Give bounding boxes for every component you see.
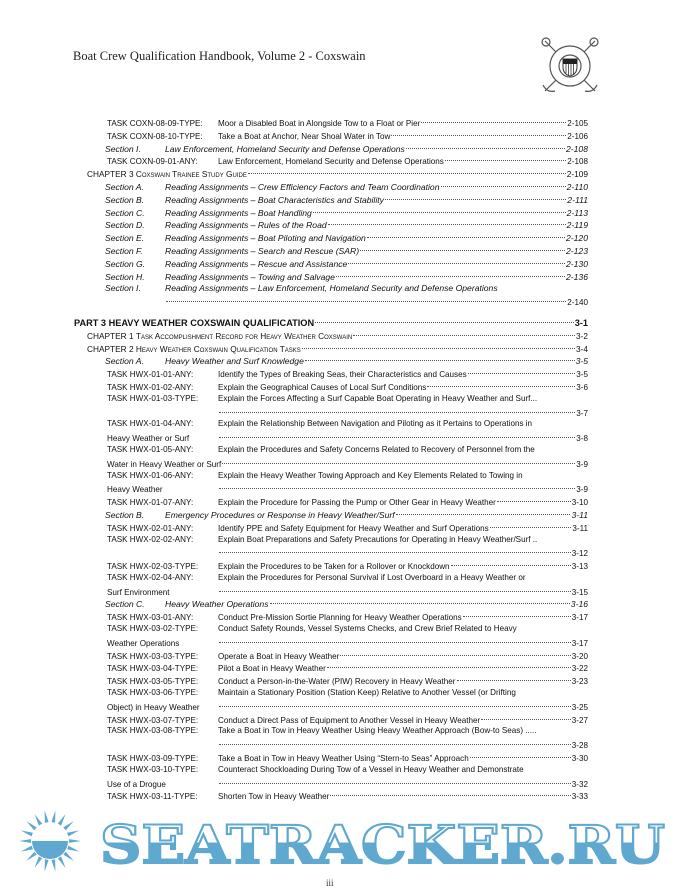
entry-label: Section I. [105,143,141,154]
page-number: iii [326,878,334,888]
entry-label: Section F. [105,245,143,256]
sun-ray [67,846,79,852]
sun-ray [58,814,66,825]
toc-entry-task[interactable] [0,610,676,623]
entry-page-number: 3-17 [571,613,588,623]
toc-entry-task[interactable] [0,674,676,687]
dot-leader [391,126,566,136]
sun-ray [45,859,49,871]
entry-label: Section G. [105,258,146,269]
dot-leader [219,735,571,745]
entry-page-number: 3-4 [576,343,588,354]
entry-title-continuation: Object) in Heavy Weather [107,702,200,712]
dot-leader [166,292,566,302]
entry-title-continuation: Weather Operations [107,638,180,648]
toc-entry-continuation [0,700,676,713]
entry-page-number: 3-22 [571,664,588,674]
sun-ray [45,810,49,822]
entry-title-continuation: Heavy Weather [107,485,163,495]
sun-ray [67,830,79,836]
toc-entry-continuation [0,431,676,444]
entry-page-number: 3-9 [576,485,588,495]
entry-label: TASK HWX-03-06-TYPE: [107,688,199,698]
entry-page-number: 2-113 [566,207,588,218]
entry-title: Reading Assignments – Boat Characteristics and Stability [165,194,384,205]
entry-title: Reading Assignments – Towing and Salvage [165,271,335,282]
dot-leader [313,203,566,213]
toc-entry-sect[interactable] [0,231,676,244]
entry-label: TASK COXN-09-01-ANY: [107,157,198,167]
dot-leader [305,351,575,361]
toc-entry-continuation [0,546,676,559]
entry-page-number: 3-8 [576,434,588,444]
entry-page-number: 3-9 [576,459,588,469]
dot-leader [441,177,566,187]
toc-entry-continuation [0,295,676,308]
entry-title: Take a Boat in Tow in Heavy Weather Using “Stern-to Seas” Approach [218,754,469,764]
toc-entry-task[interactable] [0,521,676,534]
entry-page-number: 2-111 [567,194,588,205]
entry-title: Conduct Safety Rounds, Vessel Systems Checks, and Crew Brief Related to Heavy [218,624,517,634]
entry-title: Reading Assignments – Boat Piloting and Navigation [165,233,366,244]
entry-title: Explain the Forces Affecting a Surf Capable Boat Operating in Heavy Weather and Surf... [218,393,538,403]
entry-title: Heavy Weather Operations [165,599,269,610]
document-header-title: Boat Crew Qualification Handbook, Volume 2 - Coxswain [73,49,366,63]
toc-entry-continuation [0,482,676,495]
entry-title-continuation: Water in Heavy Weather or Surf [107,459,222,469]
toc-entry-task[interactable] [0,495,676,508]
entry-label: Section A. [105,181,144,192]
dot-leader [463,607,571,617]
toc-entry-sect[interactable] [0,597,676,610]
entry-title: Explain the Procedures and Safety Concerns Related to Recovery of Personnel from the [218,444,535,454]
entry-title: Heavy Weather Coxswain Qualification Tasks [135,343,301,354]
sun-ray [35,856,43,867]
entry-page-number: 3-33 [571,792,588,802]
dot-leader [336,267,565,277]
entry-title: Pilot a Boat in Heavy Weather [218,664,326,674]
entry-label: TASK COXN-08-10-TYPE: [107,131,203,141]
entry-page-number: 2-140 [567,298,588,308]
toc-entry-sect[interactable] [0,180,676,193]
entry-title: Reading Assignments – Law Enforcement, Homeland Security and Defense Operations [165,283,498,294]
sun-ray [21,830,33,836]
entry-page-number: 3-25 [571,702,588,712]
entry-title: Operate a Boat in Heavy Weather [218,651,340,661]
dot-leader [219,428,575,438]
entry-label: Section I. [105,283,141,294]
toc-entry-sect[interactable] [0,142,676,155]
dot-leader [457,671,571,681]
entry-page-number: 3-5 [576,370,588,380]
entry-page-number: 3-1 [574,317,588,328]
entry-label: Section A. [105,356,144,367]
entry-label: TASK HWX-03-05-TYPE: [107,677,199,687]
entry-title: Explain the Relationship Between Navigation and Piloting as it Pertains to Operations in [218,419,533,429]
entry-page-number: 3-10 [571,498,588,508]
dot-leader [451,556,571,566]
entry-title: Take a Boat in Tow in Heavy Weather Using Heavy Weather Approach (Bow-to Seas) ..... [218,726,537,736]
sun-ray [26,852,36,861]
seatracker-watermark [0,808,676,874]
entry-title: Take a Boat at Anchor, Near Shoal Water in Tow [218,131,391,141]
entry-title: Explain Boat Preparations and Safety Precautions for Operating in Heavy Weather/Surf .. [218,534,538,544]
sun-ray [19,839,31,843]
entry-label: TASK HWX-03-10-TYPE: [107,764,199,774]
dot-leader [219,774,571,784]
toc-entry-task[interactable] [0,661,676,674]
entry-page-number: 3-16 [570,599,588,610]
entry-page-number: 3-27 [571,715,588,725]
dot-leader [340,646,570,656]
entry-label: Section D. [105,220,145,231]
dot-leader [219,479,575,489]
entry-label: TASK HWX-03-11-TYPE: [107,792,198,802]
dot-leader [270,594,570,604]
toc-entry-task[interactable] [0,559,676,572]
entry-page-number: 2-123 [566,245,588,256]
entry-page-number: 2-109 [566,169,588,180]
entry-page-number: 3-11 [571,509,588,520]
entry-title: Counteract Shockloading During Tow of a Vessel in Heavy Weather and Demonstrate [218,764,524,774]
entry-label: TASK HWX-02-04-ANY: [107,572,194,582]
dot-leader [406,139,565,149]
dot-leader [219,403,575,413]
entry-page-number: 3-32 [571,779,588,789]
toc-entry-task[interactable] [0,380,676,393]
dot-leader [470,748,571,758]
entry-title: Explain the Geographical Causes of Local Surf Conditions [218,382,427,392]
entry-label: TASK COXN-08-09-TYPE: [107,119,203,128]
toc-entry-task[interactable] [0,713,676,726]
entry-label: TASK HWX-01-06-ANY: [107,470,194,480]
entry-label: TASK HWX-02-03-TYPE: [107,562,199,572]
dot-leader [481,710,571,720]
dot-leader [330,786,571,796]
table-of-contents [0,116,676,802]
entry-label: TASK HWX-02-01-ANY: [107,523,194,533]
entry-page-number: 3-2 [576,330,588,341]
dot-leader [445,151,566,161]
toc-entry-continuation [0,457,676,470]
entry-title-continuation: Surf Environment [107,587,170,597]
entry-label: TASK HWX-03-01-ANY: [107,613,194,623]
toc-entry-sect[interactable] [0,270,676,283]
sun-ray [21,846,33,852]
dot-leader [421,113,566,123]
dot-leader [219,633,571,643]
dot-leader [219,582,571,592]
dot-leader [396,505,571,515]
sun-ray [35,814,43,825]
entry-title: Reading Assignments – Crew Efficiency Factors and Team Coordination [165,181,440,192]
dot-leader [385,190,566,200]
entry-page-number: 3-12 [571,549,588,559]
dot-leader [248,164,566,174]
entry-page-number: 2-108 [566,143,588,154]
entry-title: Conduct Pre-Mission Sortie Planning for Heavy Weather Operations [218,613,462,623]
toc-entry-continuation [0,406,676,419]
entry-page-number: 3-20 [571,651,588,661]
entry-label: TASK HWX-03-04-TYPE: [107,664,199,674]
entry-label: Section H. [105,271,145,282]
entry-page-number: 3-23 [571,677,588,687]
entry-label: TASK HWX-03-09-TYPE: [107,754,199,764]
entry-title: Maintain a Stationary Position (Station Keep) Relative to Another Vessel (or Drifting [218,688,516,698]
dot-leader [490,518,572,528]
toc-entry-sect[interactable] [0,218,676,231]
entry-label: TASK HWX-01-02-ANY: [107,382,194,392]
entry-page-number: 2-110 [566,181,588,192]
sun-ray [51,859,55,871]
entry-title: Reading Assignments – Rescue and Assistance [165,258,348,269]
entry-title-continuation: Use of a Drogue [107,779,166,789]
entry-label: CHAPTER 1 [87,330,134,341]
entry-label: TASK HWX-01-05-ANY: [107,444,194,454]
dot-leader [328,215,566,225]
toc-entry-task[interactable] [0,751,676,764]
watermark-text: SEATRACKER.RU [100,815,665,874]
entry-label: Section B. [105,194,145,205]
entry-label: Section C. [105,207,145,218]
sun-ray [63,852,73,861]
entry-label: PART 3 [74,317,106,328]
entry-title: Emergency Procedures or Response in Heavy Weather/Surf [165,509,395,520]
entry-title-continuation: Heavy Weather or Surf [107,434,190,444]
entry-label: TASK HWX-01-01-ANY: [107,370,194,380]
entry-title: Explain the Procedures to be Taken for a Rollover or Knockdown [218,562,450,572]
dot-leader [315,313,574,323]
entry-title: Identify the Types of Breaking Seas, their Characteristics and Causes [218,370,467,380]
toc-entry-continuation [0,636,676,649]
entry-label: CHAPTER 2 [87,343,134,354]
entry-page-number: 2-120 [566,233,588,244]
entry-page-number: 3-30 [571,754,588,764]
dot-leader [327,658,571,668]
dot-leader [360,241,565,251]
sun-ray [58,856,66,867]
entry-page-number: 3-6 [576,382,588,392]
sun-ray [26,821,36,830]
entry-page-number: 3-17 [571,638,588,648]
entry-page-number: 2-136 [566,271,588,282]
entry-label: Section E. [105,233,145,244]
entry-title: Law Enforcement, Homeland Security and Defense Operations [218,157,444,167]
entry-page-number: 3-11 [572,523,588,533]
entry-title: Reading Assignments – Search and Rescue (SAR) [165,245,360,256]
sun-ray [63,821,73,830]
entry-label: TASK HWX-01-03-TYPE: [107,393,199,403]
entry-page-number: 3-5 [575,356,588,367]
sun-ray [51,810,55,822]
entry-title: Explain the Procedure for Passing the Pump or Other Gear in Heavy Weather [218,498,496,508]
dot-leader [219,697,571,707]
toc-entry-task[interactable] [0,116,676,129]
entry-title: Heavy Weather and Surf Knowledge [165,356,304,367]
toc-entry-continuation [0,738,676,751]
dot-leader [468,364,576,374]
entry-page-number: 3-15 [571,587,588,597]
dot-leader [302,339,575,349]
entry-page-number: 2-105 [567,119,588,128]
entry-title: Coxswain Trainee Study Guide [135,169,247,180]
entry-label: TASK HWX-03-03-TYPE: [107,651,199,661]
sun-icon [19,810,81,871]
entry-title: Reading Assignments – Rules of the Road [165,220,327,231]
entry-page-number: 3-28 [571,741,588,751]
sun-ray [69,839,81,843]
dot-leader [348,254,565,264]
entry-page-number: 2-130 [566,258,588,269]
toc-entry-sect[interactable] [0,244,676,257]
entry-page-number: 2-108 [567,157,588,167]
entry-page-number: 2-119 [566,220,588,231]
entry-title: Law Enforcement, Homeland Security and Defense Operations [165,143,405,154]
dot-leader [219,543,571,553]
entry-label: TASK HWX-03-02-TYPE: [107,624,199,634]
dot-leader [367,228,565,238]
entry-label: TASK HWX-01-07-ANY: [107,498,194,508]
entry-label: Section C. [105,599,145,610]
entry-title: HEAVY WEATHER COXSWAIN QUALIFICATION [108,317,315,328]
entry-title: Identify PPE and Safety Equipment for Heavy Weather and Surf Operations [218,523,489,533]
toc-entry-sect[interactable] [0,508,676,521]
entry-title: Explain the Heavy Weather Towing Approach and Key Elements Related to Towing in [218,470,523,480]
entry-title: Moor a Disabled Boat in Alongside Tow to a Float or Pier [218,119,421,128]
entry-page-number: 3-7 [576,408,588,418]
toc-entry-chap[interactable] [0,167,676,180]
entry-label: TASK HWX-03-08-TYPE: [107,726,199,736]
entry-label: TASK HWX-02-02-ANY: [107,534,194,544]
dot-leader [222,454,575,464]
entry-title: Explain the Procedures for Personal Survival if Lost Overboard in a Heavy Weather or [218,572,526,582]
entry-title: Conduct a Direct Pass of Equipment to Another Vessel in Heavy Weather [218,715,481,725]
entry-label: TASK HWX-03-07-TYPE: [107,715,199,725]
entry-label: Section B. [105,509,145,520]
coast-guard-emblem-icon [537,33,603,99]
entry-label: CHAPTER 3 [87,169,134,180]
entry-title: Task Accomplishment Record for Heavy Weather Coxswain [135,330,353,341]
entry-page-number: 3-13 [571,562,588,572]
entry-page-number: 2-106 [567,131,588,141]
dot-leader [497,492,571,502]
entry-title: Shorten Tow in Heavy Weather [218,792,330,802]
dot-leader [427,377,575,387]
dot-leader [353,326,575,336]
entry-title: Reading Assignments – Boat Handling [165,207,312,218]
entry-title: Conduct a Person-in-the-Water (PIW) Recovery in Heavy Weather [218,677,456,687]
toc-entry-task[interactable] [0,129,676,142]
entry-label: TASK HWX-01-04-ANY: [107,419,194,429]
toc-entry-task[interactable] [0,789,676,802]
